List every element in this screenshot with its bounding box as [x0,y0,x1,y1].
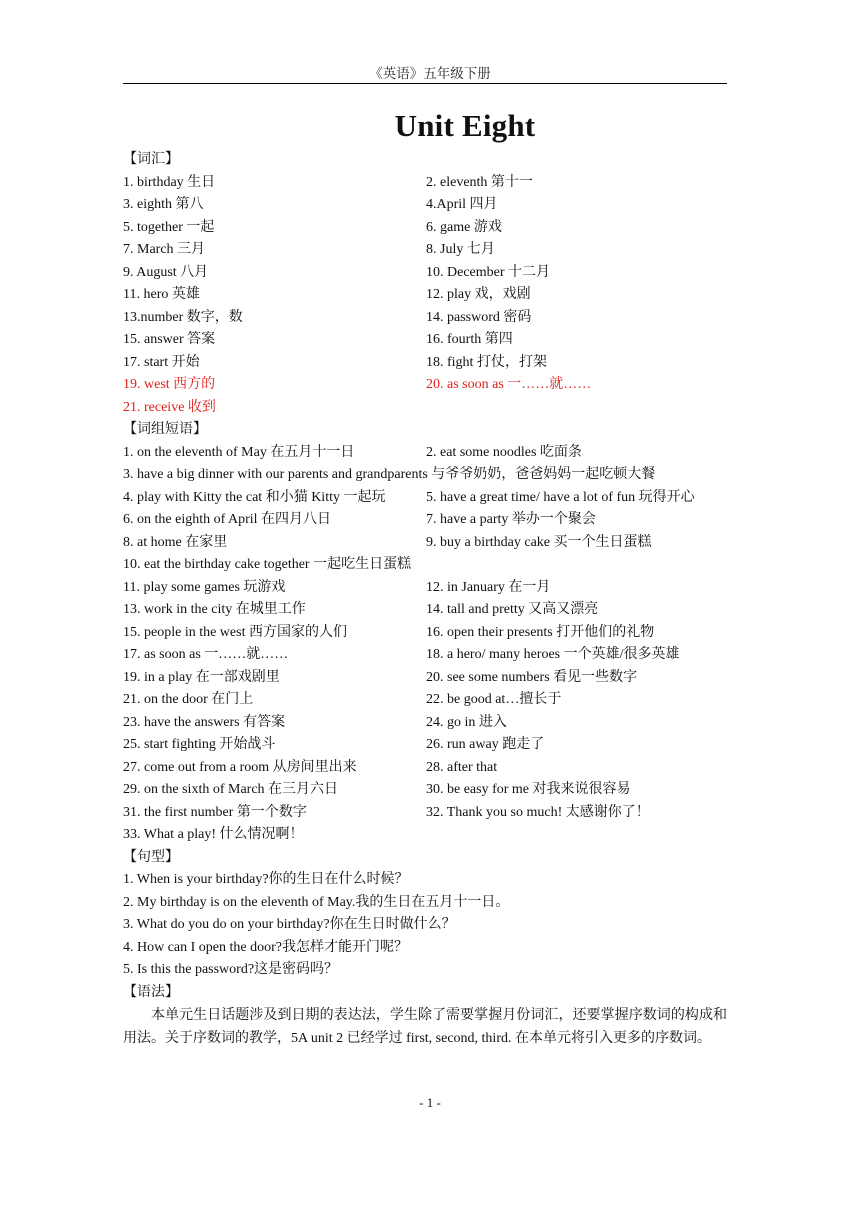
page-header: 《英语》五年级下册 [369,66,491,81]
sentence-list [123,869,727,982]
vocab-item: 18. fight 打仗，打架 [426,354,547,370]
vocab-item: 2. eleventh 第十一 [426,174,533,190]
phrase-row [123,577,727,600]
vocab-item: 6. game 游戏 [426,219,502,235]
vocab-item: 9. August 八月 [123,264,209,280]
phrase-item: 15. people in the west 西方国家的人们 [123,624,347,640]
vocab-item: 10. December 十二月 [426,264,551,280]
phrase-item: 9. buy a birthday cake 买一个生日蛋糕 [426,534,652,550]
phrase-item: 23. have the answers 有答案 [123,714,286,730]
phrase-row [123,599,727,622]
phrase-item: 10. eat the birthday cake together 一起吃生日蛋糕 [123,557,412,572]
phrase-item: 17. as soon as 一……就…… [123,647,289,662]
phrase-item: 13. work in the city 在城里工作 [123,602,306,617]
vocab-item: 8. July 七月 [426,242,495,257]
phrase-row [123,644,727,667]
phrase-row [123,509,727,532]
phrase-item: 14. tall and pretty 又高又漂亮 [426,602,599,617]
vocab-item: 12. play 戏，戏剧 [426,287,531,302]
vocab-row [123,329,727,352]
vocab-row [123,262,727,285]
phrase-item: 28. after that [426,759,498,775]
phrase-item: 7. have a party 举办一个聚会 [426,512,596,527]
phrase-row [123,464,727,487]
vocab-row [123,307,727,330]
vocab-row [123,284,727,307]
grammar-paragraph: 本单元生日话题涉及到日期的表达法，学生除了需要掌握月份词汇，还要掌握序数词的构成和用法。关于序数词的教学，5A unit 2 已经学过 first, second, third. 在本单元将引入更多的序数词。 [123,1008,727,1046]
section-heading-vocab: 【词汇】 [123,152,179,167]
phrase-row [123,757,727,780]
vocab-item: 1. birthday 生日 [123,174,216,190]
phrase-item: 4. play with Kitty the cat 和小猫 Kitty 一起玩 [123,489,386,505]
phrase-row [123,532,727,555]
section-heading-sentences: 【句型】 [123,849,179,865]
phrase-row [123,824,727,847]
phrase-item: 29. on the sixth of March 在三月六日 [123,782,339,797]
vocab-item: 11. hero 英雄 [123,287,200,302]
phrase-item: 6. on the eighth of April 在四月八日 [123,512,332,527]
vocab-item: 4.April 四月 [426,197,498,212]
phrase-item: 19. in a play 在一部戏剧里 [123,669,280,685]
vocab-item: 7. March 三月 [123,242,206,257]
phrase-item: 8. at home 在家里 [123,534,228,550]
phrase-row [123,667,727,690]
phrase-item: 30. be easy for me 对我来说很容易 [426,782,631,797]
phrase-row [123,779,727,802]
phrase-row [123,802,727,825]
sentence-item: 3. What do you do on your birthday?你在生日时做什么？ [123,917,456,932]
document-body [123,149,727,1050]
header-rule [123,83,727,84]
vocab-row [123,217,727,240]
phrase-item: 26. run away 跑走了 [426,737,545,752]
phrase-item: 11. play some games 玩游戏 [123,579,286,595]
vocab-item: 5. together 一起 [123,219,215,235]
phrase-item: 31. the first number 第一个数字 [123,804,307,820]
phrase-row [123,734,727,757]
vocab-item-highlight: 19. west 西方的 [123,377,216,392]
phrase-item: 5. have a great time/ have a lot of fun 玩得开心 [426,489,695,505]
page-title: Unit Eight [394,108,536,143]
phrase-row [123,689,727,712]
phrase-row [123,712,727,735]
phrase-item: 18. a hero/ many heroes 一个英雄/很多英雄 [426,647,680,662]
phrase-item: 22. be good at…擅长于 [426,692,562,707]
phrase-item: 25. start fighting 开始战斗 [123,737,276,752]
phrase-item: 27. come out from a room 从房间里出来 [123,759,357,775]
vocab-item: 15. answer 答案 [123,332,216,347]
phrase-item: 21. on the door 在门上 [123,692,254,707]
vocab-row [123,352,727,375]
phrase-item: 3. have a big dinner with our parents and grandparents 与爷爷奶奶，爸爸妈妈一起吃顿大餐 [123,467,656,482]
phrase-item: 33. What a play! 什么情况啊！ [123,827,304,842]
vocab-row [123,194,727,217]
phrase-row [123,442,727,465]
phrase-row [123,622,727,645]
vocab-item: 16. fourth 第四 [426,332,513,347]
vocab-item: 14. password 密码 [426,309,532,325]
phrase-row [123,554,727,577]
sentence-item: 5. Is this the password?这是密码吗？ [123,962,339,977]
sentence-item: 1. When is your birthday?你的生日在什么时候？ [123,872,409,887]
phrase-row [123,487,727,510]
vocab-row [123,172,727,195]
phrase-item: 32. Thank you so much! 太感谢你了！ [426,804,650,820]
phrase-item: 2. eat some noodles 吃面条 [426,444,582,460]
vocab-item-highlight: 20. as soon as 一……就…… [426,377,592,392]
phrase-item: 20. see some numbers 看见一些数字 [426,669,638,685]
section-heading-phrases: 【词组短语】 [123,422,207,437]
vocab-item-highlight: 21. receive 收到 [123,399,216,415]
phrase-item: 16. open their presents 打开他们的礼物 [426,624,655,640]
vocab-row [123,374,727,397]
vocab-row [123,239,727,262]
vocab-item: 17. start 开始 [123,354,200,370]
sentence-item: 2. My birthday is on the eleventh of May.我的生日在五月十一日。 [123,894,510,910]
phrase-list [123,442,727,847]
sentence-item: 4. How can I open the door?我怎样才能开门呢？ [123,939,409,955]
vocab-list [123,172,727,420]
vocab-item: 3. eighth 第八 [123,197,204,212]
phrase-item: 24. go in 进入 [426,714,507,730]
vocab-row [123,397,727,420]
vocab-item: 13.number 数字，数 [123,309,243,325]
section-heading-grammar: 【语法】 [123,984,179,1000]
page-number: - 1 - [419,1095,441,1110]
phrase-item: 1. on the eleventh of May 在五月十一日 [123,444,355,460]
phrase-item: 12. in January 在一月 [426,579,551,595]
